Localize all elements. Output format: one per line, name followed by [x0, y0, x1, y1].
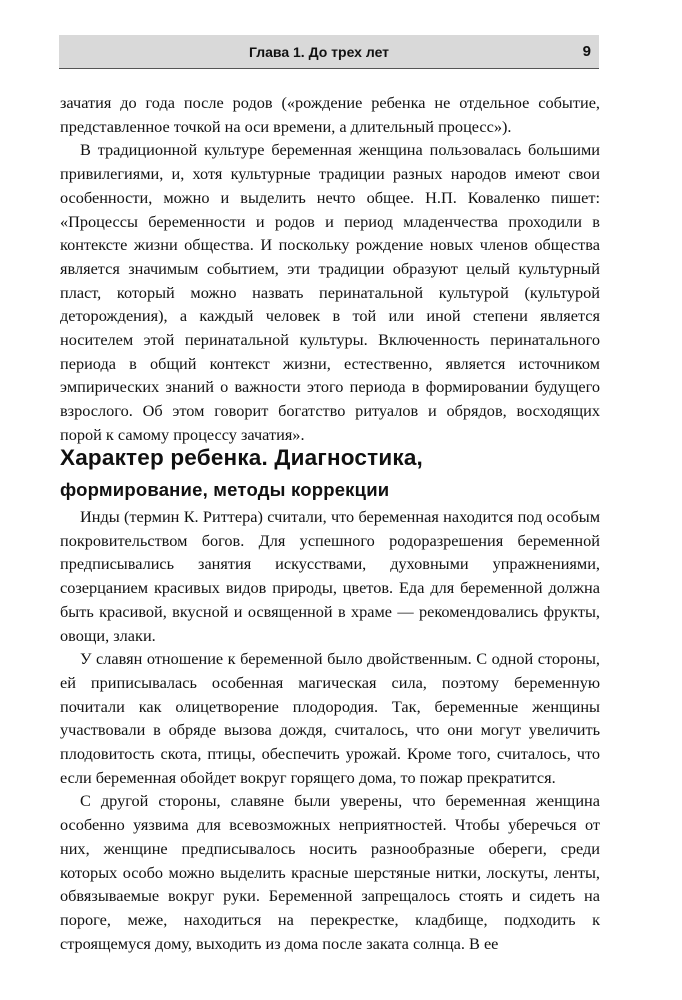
paragraph: В традиционной культуре беременная женщина пользовалась большими привилегиями, и, хотя культурные традиции разных народов имеют свои особенности, можно и выделить нечто общее. Н.П. Коваленко пишет: «Процессы беременности и родов и период младенчества проходили в контексте жизни общества. И поскольку рождение новых членов общества является значимым событием, эти традиции образуют целый культурный пласт, который можно назвать перинатальной культурой (культурой деторождения), а каждый человек в той или иной степени является носителем этой перинатальной культуры. Включенность перинатального периода в общий контекст жизни, естественно, является источником эмпирических знаний о важности этого периода в формировании будущего взрослого. Об этом говорит богатство ритуалов и обрядов, восходящих порой к самому процессу зачатия».: [60, 140, 600, 444]
paragraph: Инды (термин К. Риттера) считали, что беременная находится под особым покровительством богов. Для успешного родоразрешения беременной предписывались занятия искусствами, духовными упражнениями, созерцанием красивых видов природы, цветов. Еда для беременной должна быть красивой, вкусной и освященной в храме — рекомендовались фрукты, овощи, злаки.: [60, 507, 600, 645]
header-rule: [59, 68, 599, 69]
section-heading-line-1: Характер ребенка. Диагностика,: [60, 445, 423, 470]
paragraph: У славян отношение к беременной было двойственным. С одной стороны, ей приписывалась особенная магическая сила, поэтому беременную почитали как олицетворение плодородия. Так, беременные женщины участвовали в обряде вызова дождя, считалось, что они могут увеличить плодовитость скота, птицы, обеспечить урожай. Кроме того, считалось, что если беременная обойдет вокруг горящего дома, то пожар прекратится.: [60, 649, 600, 787]
paragraph: зачатия до года после родов («рождение ребенка не отдельное событие, представленное точкой на оси времени, а длительный процесс»).: [60, 93, 600, 136]
page-number: 9: [582, 43, 591, 60]
running-header: [59, 35, 599, 69]
chapter-title: Глава 1. До трех лет: [249, 44, 390, 60]
section-text-block: [60, 505, 600, 955]
section-heading-line-2: формирование, методы коррекции: [60, 479, 390, 500]
intro-text-block: [60, 91, 600, 447]
paragraph: С другой стороны, славяне были уверены, что беременная женщина особенно уязвима для всевозможных неприятностей. Чтобы уберечься от них, женщине предписывалось носить разнообразные обереги, среди которых особо можно выделить красные шерстяные нитки, лоскуты, ленты, обвязываемые вокруг руки. Беременной запрещалось стоять и сидеть на пороге, меже, находиться на перекрестке, кладбище, подходить к строящемуся дому, выходить из дома после заката солнца. В ее: [60, 791, 600, 953]
section-heading: [60, 441, 600, 505]
